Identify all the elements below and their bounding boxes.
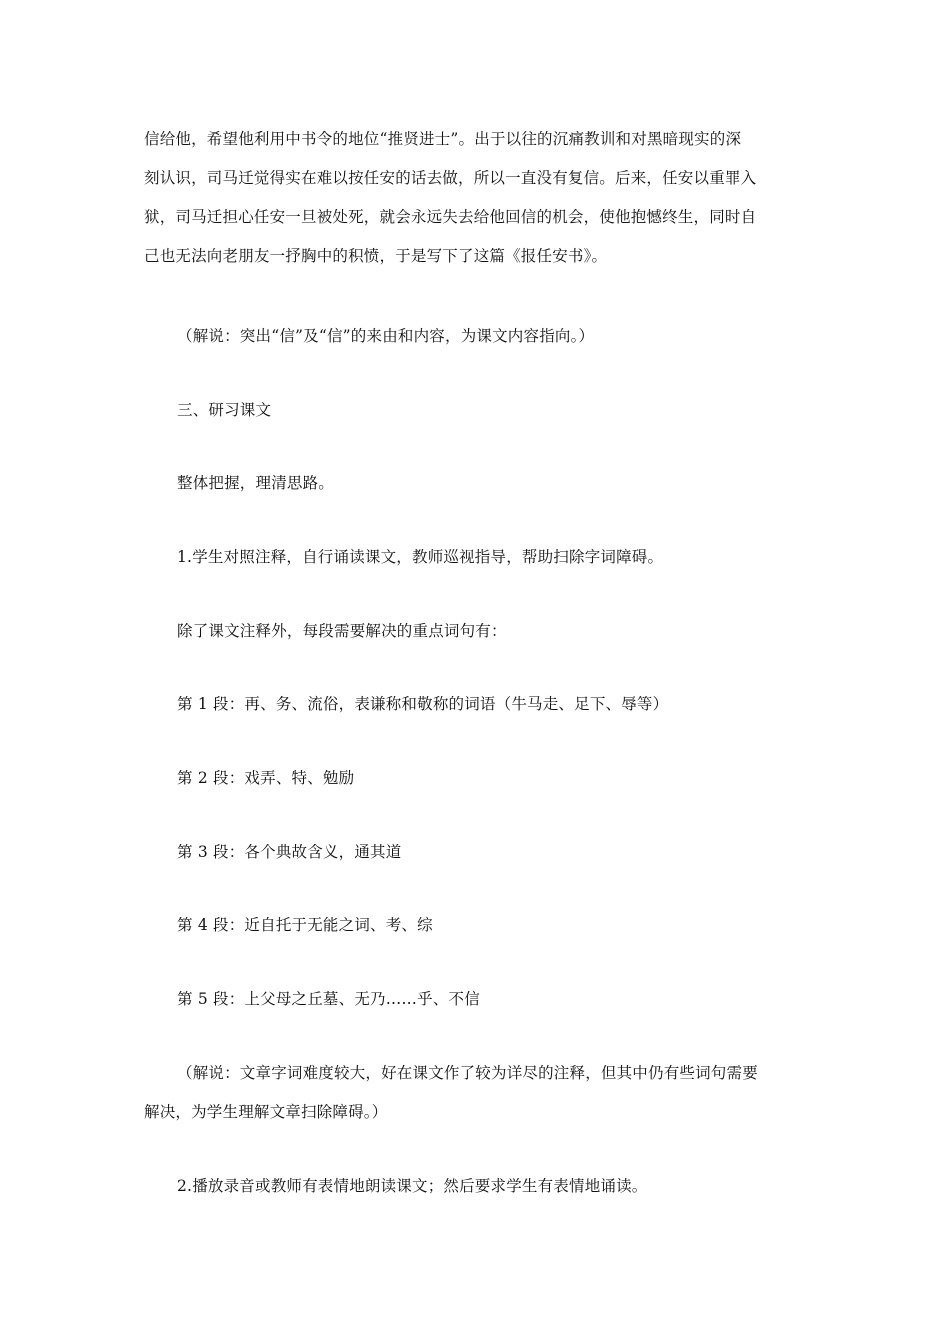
step-1-text: 1.学生对照注释，自行诵读课文，教师巡视指导，帮助扫除字词障碍。	[177, 548, 664, 566]
explanation-note-1: （解说：突出“信”及“信”的来由和内容，为课文内容指向。）	[177, 327, 595, 345]
explanation-note-2-line-1: （解说：文章字词难度较大，好在课文作了较为详尽的注释，但其中仍有些词句需要	[177, 1064, 758, 1082]
keywords-intro: 除了课文注释外，每段需要解决的重点词句有：	[177, 622, 507, 640]
overview-text: 整体把握，理清思路。	[177, 474, 335, 492]
intro-paragraph-line-2: 刻认识，司马迁觉得实在难以按任安的话去做，所以一直没有复信。后来，任安以重罪入	[144, 169, 757, 187]
intro-paragraph-line-1: 信给他，希望他利用中书令的地位“推贤进士”。出于以往的沉痛教训和对黑暗现实的深	[144, 130, 742, 148]
paragraph-item-1: 第 1 段：再、务、流俗，表谦称和敬称的词语（牛马走、足下、辱等）	[177, 695, 669, 713]
section-heading: 三、研习课文	[177, 401, 272, 419]
paragraph-item-4: 第 4 段：近自托于无能之词、考、综	[177, 916, 433, 934]
paragraph-item-2: 第 2 段：戏弄、特、勉励	[177, 769, 355, 787]
paragraph-item-5: 第 5 段：上父母之丘墓、无乃……乎、不信	[177, 990, 480, 1008]
paragraph-item-3: 第 3 段：各个典故含义，通其道	[177, 843, 402, 861]
intro-paragraph-line-4: 己也无法向老朋友一抒胸中的积愤，于是写下了这篇《报任安书》。	[144, 247, 608, 265]
intro-paragraph-line-3: 狱，司马迁担心任安一旦被处死，就会永远失去给他回信的机会，使他抱憾终生，同时自	[144, 208, 757, 226]
explanation-note-2-line-2: 解决，为学生理解文章扫除障碍。）	[144, 1103, 388, 1121]
step-2-text: 2.播放录音或教师有表情地朗读课文；然后要求学生有表情地诵读。	[177, 1177, 648, 1195]
